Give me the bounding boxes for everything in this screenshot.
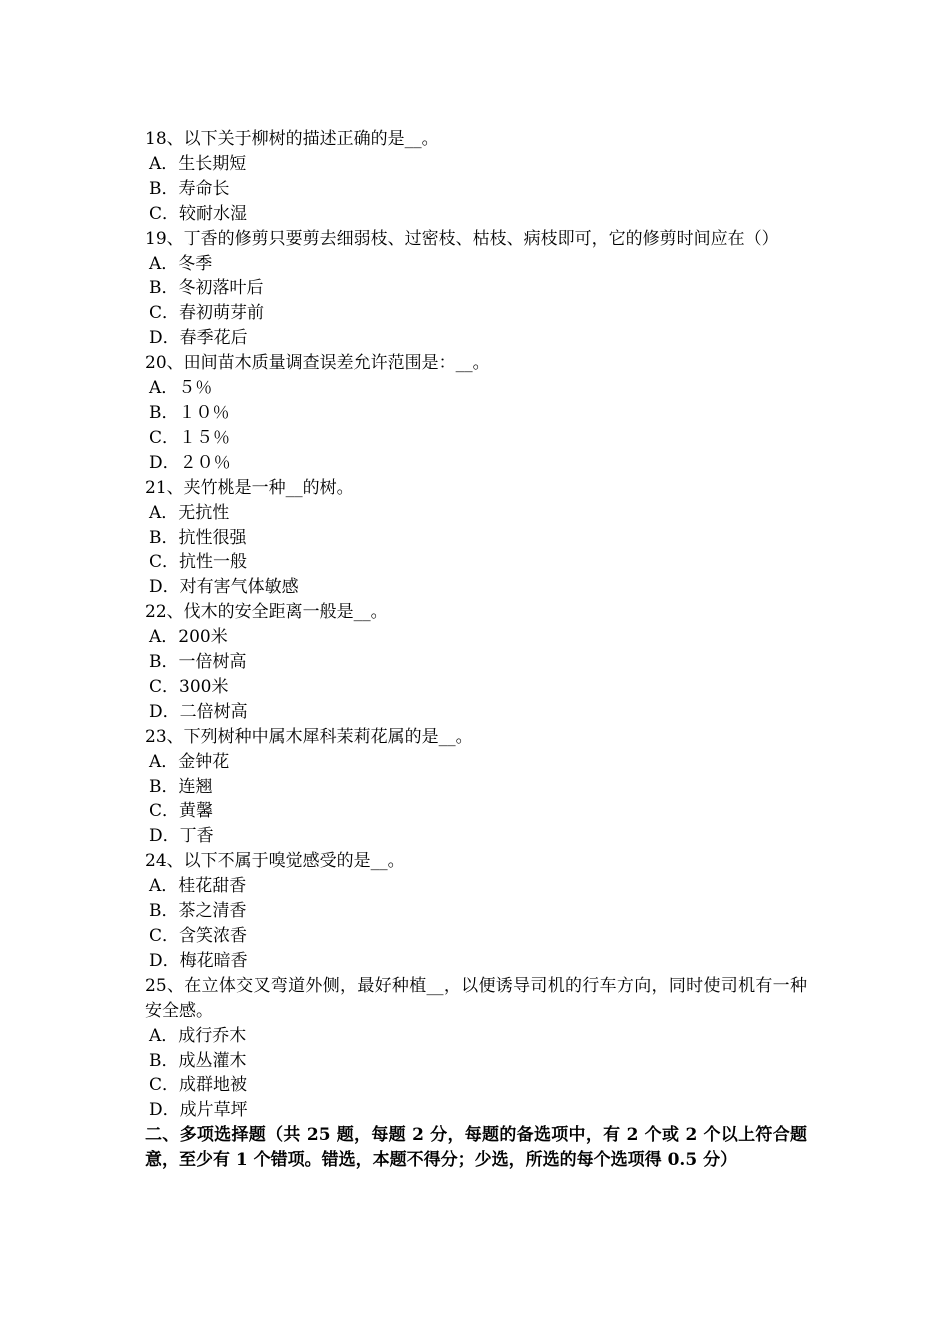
answer-option: A．５％ — [149, 378, 213, 399]
answer-option: B．１０％ — [149, 402, 230, 423]
answer-option: D．成片草坪 — [149, 1100, 248, 1121]
answer-option: C．春初萌芽前 — [149, 303, 265, 324]
question-block — [145, 600, 807, 725]
question-stem: 20、田间苗木质量调查误差允许范围是：__。 — [145, 353, 490, 374]
answer-option: A．桂花甜香 — [149, 876, 247, 897]
answer-option: B．寿命长 — [149, 178, 230, 199]
answer-option: D．二倍树高 — [149, 701, 248, 722]
question-stem: 23、下列树种中属木犀科茉莉花属的是__。 — [145, 726, 473, 747]
question-block — [145, 849, 807, 974]
answer-option: A．无抗性 — [149, 502, 230, 523]
answer-option: A．成行乔木 — [149, 1025, 247, 1046]
question-stem: 21、夹竹桃是一种__的树。 — [145, 477, 354, 498]
answer-option: A．冬季 — [149, 253, 213, 274]
section-heading: 二、多项选择题（共 25 题，每题 2 分，每题的备选项中，有 2 个或 2 个以上符合题意，至少有 1 个错项。错选，本题不得分；少选，所选的每个选项得 0.5 分） — [145, 1125, 807, 1171]
question-list — [145, 127, 807, 1123]
answer-option: C．较耐水湿 — [149, 203, 248, 224]
answer-option: C．１５％ — [149, 427, 231, 448]
document-page — [145, 127, 807, 1173]
question-stem: 19、丁香的修剪只要剪去细弱枝、过密枝、枯枝、病枝即可，它的修剪时间应在（） — [145, 228, 779, 249]
answer-option: A．金钟花 — [149, 751, 230, 772]
question-block — [145, 351, 807, 476]
answer-option: B．茶之清香 — [149, 901, 247, 922]
answer-option: C．黄馨 — [149, 801, 214, 822]
answer-option: D．梅花暗香 — [149, 950, 248, 971]
answer-option: C．抗性一般 — [149, 552, 248, 573]
question-block — [145, 127, 807, 227]
answer-option: B．成丛灌木 — [149, 1050, 247, 1071]
question-stem: 22、伐木的安全距离一般是__。 — [145, 602, 388, 623]
answer-option: D．对有害气体敏感 — [149, 577, 299, 598]
answer-option: B．连翘 — [149, 776, 213, 797]
answer-option: A．200米 — [149, 627, 228, 648]
answer-option: A．生长期短 — [149, 153, 247, 174]
answer-option: C．300米 — [149, 676, 229, 697]
answer-option: D．２０％ — [149, 452, 231, 473]
answer-option: C．成群地被 — [149, 1075, 248, 1096]
question-block — [145, 476, 807, 601]
answer-option: D．丁香 — [149, 826, 214, 847]
question-stem: 24、以下不属于嗅觉感受的是__。 — [145, 851, 405, 872]
question-block — [145, 227, 807, 352]
question-block — [145, 974, 807, 1123]
question-block — [145, 725, 807, 850]
question-stem: 25、在立体交叉弯道外侧，最好种植__，以便诱导司机的行车方向，同时使司机有一种安全感。 — [145, 975, 807, 1021]
answer-option: B．冬初落叶后 — [149, 278, 264, 299]
question-stem: 18、以下关于柳树的描述正确的是__。 — [145, 129, 439, 149]
answer-option: B．抗性很强 — [149, 527, 247, 548]
answer-option: C．含笑浓香 — [149, 926, 248, 946]
answer-option: D．春季花后 — [149, 328, 248, 349]
answer-option: B．一倍树高 — [149, 652, 247, 673]
